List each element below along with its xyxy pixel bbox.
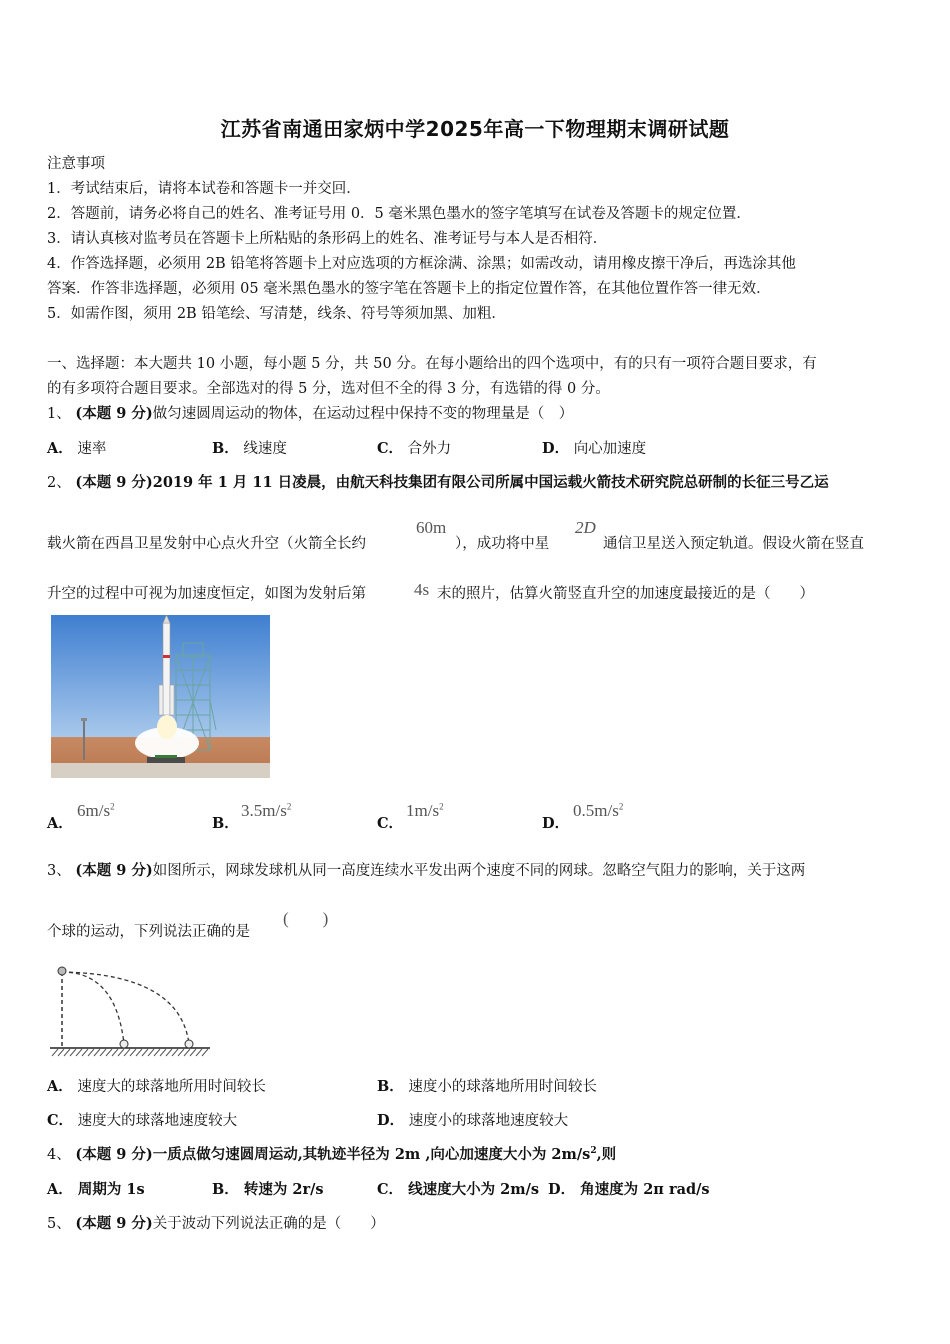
option-c-value: $1m/s^2$ bbox=[406, 801, 444, 820]
question-tag: (本题 9 分) bbox=[75, 474, 153, 491]
question-number: 1、 bbox=[47, 406, 71, 422]
option-a[interactable]: A． 周期为 1s bbox=[47, 1181, 145, 1198]
option-b[interactable]: B． bbox=[212, 815, 239, 832]
section-heading: 一、选择题：本大题共 10 小题，每小题 5 分，共 50 分。在每小题给出的四个选项中，有的只有一项符合题目要求，有 bbox=[47, 356, 817, 372]
question-2-line3b: 末的照片，估算火箭竖直升空的加速度最接近的是（ ） bbox=[437, 586, 814, 602]
option-a-value: $6m/s^2$ bbox=[77, 801, 115, 820]
question-5 bbox=[47, 1212, 385, 1233]
question-2-line2c: 通信卫星送入预定轨道。假设火箭在竖直 bbox=[603, 536, 864, 552]
question-number: 5、 bbox=[47, 1216, 71, 1232]
question-stem: 如图所示，网球发球机从同一高度连续水平发出两个速度不同的网球。忽略空气阻力的影响，关于这两 bbox=[152, 863, 806, 879]
question-tag: (本题 9 分) bbox=[75, 862, 153, 879]
section-instructions: 的有多项符合题目要求。全部选对的得 5 分，选对但不全的得 3 分，有选错的得 0 分。 bbox=[47, 381, 610, 397]
question-tag: (本题 9 分) bbox=[75, 405, 153, 422]
notice-heading: 注意事项 bbox=[47, 156, 105, 172]
question-4: 4、 (本题 9 分)一质点做匀速圆周运动,其轨迹半径为 2m ,向心加速度大小为 $2m/s^2$,则 bbox=[47, 1146, 617, 1163]
question-stem: 关于波动下列说法正确的是（ ） bbox=[152, 1216, 385, 1232]
notice-item: 3．请认真核对监考员在答题卡上所粘贴的条形码上的姓名、准考证号与本人是否相符． bbox=[47, 231, 608, 247]
question-2-line3a: 升空的过程中可视为加速度恒定，如图为发射后第 bbox=[47, 586, 366, 602]
question-2-line2: 载火箭在西昌卫星发射中心点火升空（火箭全长约 bbox=[47, 536, 366, 552]
question-tag: (本题 9 分) bbox=[75, 1146, 153, 1163]
rocket-length: 60m bbox=[416, 518, 447, 537]
question-stem: 2019 年 1 月 11 日凌晨，由航天科技集团有限公司所属中国运载火箭技术研究院总研制的长征三号乙运 bbox=[152, 474, 829, 491]
question-number: 4、 bbox=[47, 1147, 71, 1163]
option-a[interactable]: A． 速率 bbox=[47, 440, 107, 457]
answer-paren: ( ) bbox=[283, 909, 329, 928]
option-c[interactable]: C． 速度大的球落地速度较大 bbox=[47, 1112, 238, 1129]
option-d-value: $0.5m/s^2$ bbox=[573, 801, 624, 820]
question-stem: 做匀速圆周运动的物体，在运动过程中保持不变的物理量是（ ） bbox=[152, 406, 574, 422]
question-1 bbox=[47, 402, 573, 423]
option-a[interactable]: A． 速度大的球落地所用时间较长 bbox=[47, 1078, 266, 1095]
time-value: 4s bbox=[414, 580, 430, 599]
option-c[interactable]: C． 合外力 bbox=[377, 440, 452, 457]
question-number: 3、 bbox=[47, 863, 71, 879]
option-d[interactable]: D． 向心加速度 bbox=[542, 440, 647, 457]
option-c[interactable]: C． bbox=[377, 815, 404, 832]
question-tag: (本题 9 分) bbox=[75, 1215, 153, 1232]
option-b[interactable]: B． 转速为 2r/s bbox=[212, 1181, 324, 1198]
option-c[interactable]: C． 线速度大小为 2m/s bbox=[377, 1181, 540, 1198]
page-title: 江苏省南通田家炳中学2025年高一下物理期末调研试题 bbox=[220, 117, 730, 141]
option-b-value: $3.5m/s^2$ bbox=[241, 801, 292, 820]
option-d[interactable]: D． 速度小的球落地速度较大 bbox=[377, 1112, 569, 1129]
option-d[interactable]: D． 角速度为 2π rad/s bbox=[548, 1181, 710, 1198]
notice-item: 答案．作答非选择题，必须用 05 毫米黑色墨水的签字笔在答题卡上的指定位置作答，在其他位置作答一律无效． bbox=[47, 281, 771, 297]
question-2-line2b: ），成功将中星 bbox=[455, 536, 550, 552]
notice-item: 5．如需作图，须用 2B 铅笔绘、写清楚，线条、符号等须加黑、加粗． bbox=[47, 306, 506, 322]
notice-item: 4．作答选择题，必须用 2B 铅笔将答题卡上对应选项的方框涂满、涂黑；如需改动，请用橡皮擦干净后，再选涂其他 bbox=[47, 256, 796, 272]
option-b[interactable]: B． 速度小的球落地所用时间较长 bbox=[377, 1078, 597, 1095]
option-b[interactable]: B． 线速度 bbox=[212, 440, 287, 457]
option-a[interactable]: A． bbox=[47, 815, 73, 832]
rocket-launch-photo bbox=[51, 615, 270, 778]
option-d[interactable]: D． bbox=[542, 815, 570, 832]
question-3 bbox=[47, 859, 805, 880]
question-2 bbox=[47, 471, 829, 492]
question-stem: 一质点做匀速圆周运动,其轨迹半径为 2m ,向心加速度大小为 2m/s bbox=[152, 1146, 591, 1163]
projectile-diagram bbox=[48, 962, 212, 1057]
question-3-line2: 个球的运动，下列说法正确的是 bbox=[47, 924, 250, 940]
question-number: 2、 bbox=[47, 475, 71, 491]
notice-item: 1．考试结束后，请将本试卷和答题卡一并交回． bbox=[47, 181, 361, 197]
satellite-name: 2D bbox=[575, 518, 596, 537]
notice-item: 2．答题前，请务必将自己的姓名、准考证号用 0．5 毫米黑色墨水的签字笔填写在试卷及答题卡的规定位置． bbox=[47, 206, 751, 222]
